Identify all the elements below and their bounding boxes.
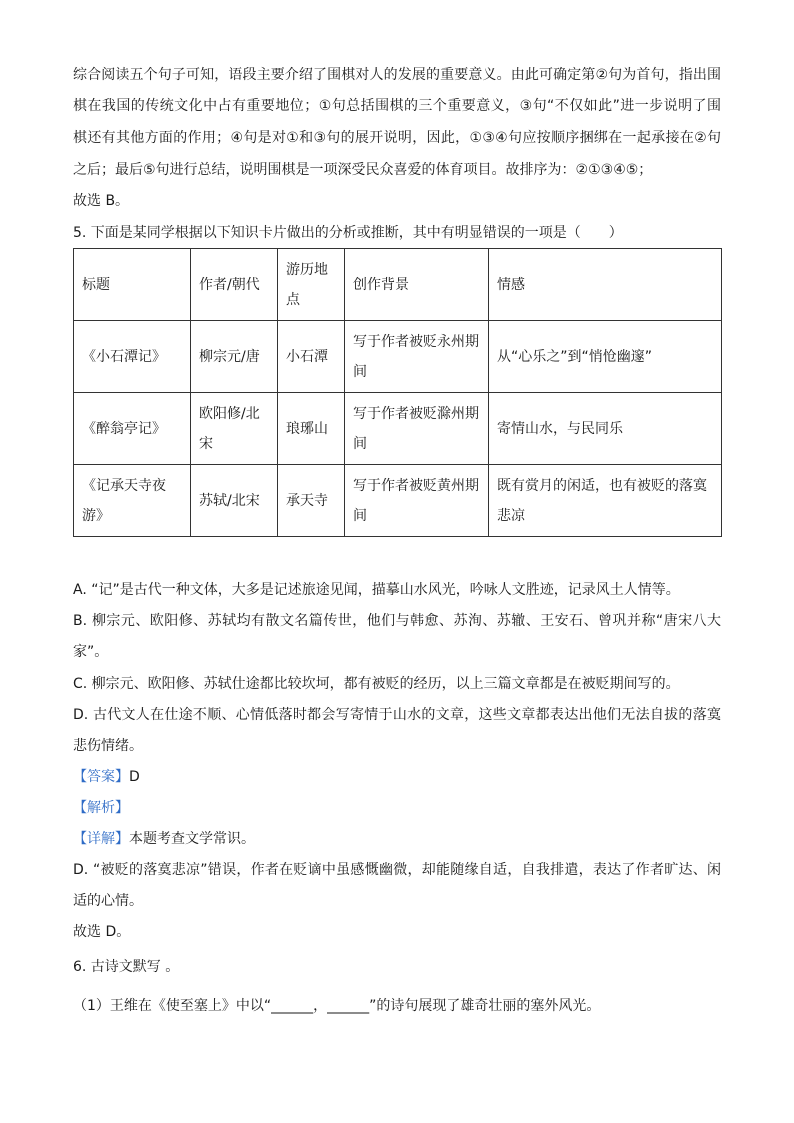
question-6-stem: 6. 古诗文默写 。 [73, 959, 180, 975]
cell-line: 既有赏月的闲适，也有被贬的落寞 [497, 477, 707, 494]
cell-line: 作者/朝代 [199, 276, 260, 293]
cell-line: 《醉翁亭记》 [82, 420, 166, 437]
cell-title [74, 393, 191, 465]
explanation-line: 适的心情。 [73, 893, 143, 909]
cell-line: 情感 [497, 276, 525, 293]
cell-line: 悲凉 [497, 507, 525, 524]
answer-value: D [129, 769, 140, 785]
cell-author [191, 321, 278, 393]
cell-emotion [489, 465, 722, 537]
cell-line: 写于作者被贬黄州期 [353, 477, 479, 494]
cell-author [191, 393, 278, 465]
header-emotion [489, 249, 722, 321]
analysis-line: 棋还有其他方面的作用；④句是对①和③句的展开说明，因此，①③④句应按顺序捆绑在一起承接在②句 [73, 130, 721, 146]
cell-line: 《小石潭记》 [82, 348, 166, 365]
table-row [74, 321, 722, 393]
cell-line: 寄情山水，与民同乐 [497, 420, 623, 437]
detail-label: 【详解】 [73, 831, 129, 847]
cell-title [74, 321, 191, 393]
analysis-heading [73, 798, 129, 818]
detail-text: 本题考查文学常识。 [129, 831, 255, 847]
option-d: D. 古代文人在仕途不顺、心情低落时都会写寄情于山水的文章，这些文章都表达出他们无法自拔的落寞 [73, 707, 721, 723]
cell-place [278, 393, 345, 465]
option-a: A. “记”是古代一种文体，大多是记述旅途见闻，描摹山水风光，吟咏人文胜迹，记录风土人情等。 [73, 582, 680, 598]
question-5-conclusion: 故选 D。 [73, 924, 131, 940]
header-author [191, 249, 278, 321]
header-background [345, 249, 489, 321]
cell-line: 写于作者被贬永州期 [353, 333, 479, 350]
cell-line: 宋 [199, 435, 213, 452]
table-header-row [74, 249, 722, 321]
cell-line: 标题 [82, 276, 110, 293]
analysis-line: 综合阅读五个句子可知，语段主要介绍了围棋对人的发展的重要意义。由此可确定第②句为首句，指出围 [73, 67, 721, 83]
cell-line: 柳宗元/唐 [199, 348, 260, 365]
cell-line: 点 [286, 291, 300, 308]
cell-line: 琅琊山 [286, 420, 328, 437]
analysis-line: 之后；最后⑤句进行总结，说明围棋是一项深受民众喜爱的体育项目。故排序为：②①③④⑤； [73, 162, 653, 178]
cell-line: 欧阳修/北 [199, 405, 260, 422]
cell-emotion [489, 393, 722, 465]
header-place [278, 249, 345, 321]
answer-line [73, 767, 140, 787]
cell-background [345, 393, 489, 465]
cell-place [278, 465, 345, 537]
cell-background [345, 465, 489, 537]
cell-line: 承天寺 [286, 492, 328, 509]
explanation-line: D. “被贬的落寞悲凉”错误，作者在贬谪中虽感慨幽微，却能随缘自适，自我排遣，表达了作者旷达、闲 [73, 862, 721, 878]
answer-label: 【答案】 [73, 769, 129, 785]
cell-line: 写于作者被贬滁州期 [353, 405, 479, 422]
cell-line: 间 [353, 507, 367, 524]
cell-line: 创作背景 [353, 276, 409, 293]
option-b-continued: 家”。 [73, 644, 109, 660]
option-b: B. 柳宗元、欧阳修、苏轼均有散文名篇传世，他们与韩愈、苏洵、苏辙、王安石、曾巩并称“唐宋八大 [73, 613, 721, 629]
analysis-line: 棋在我国的传统文化中占有重要地位；①句总括围棋的三个重要意义，③句“不仅如此”进一步说明了围 [73, 98, 721, 114]
knowledge-card-table [73, 248, 722, 537]
cell-line: 间 [353, 363, 367, 380]
previous-conclusion: 故选 B。 [73, 193, 130, 209]
option-d-continued: 悲伤情绪。 [73, 738, 143, 754]
cell-author [191, 465, 278, 537]
question-6-item-1: （1）王维在《使至塞上》中以“______，______”的诗句展现了雄奇壮丽的塞外风光。 [73, 998, 601, 1014]
cell-emotion [489, 321, 722, 393]
cell-line: 《记承天寺夜 [82, 477, 166, 494]
cell-background [345, 321, 489, 393]
cell-line: 游历地 [286, 261, 328, 278]
cell-line: 游》 [82, 507, 110, 524]
cell-line: 间 [353, 435, 367, 452]
cell-line: 从“心乐之”到“悄怆幽邃” [497, 348, 653, 365]
option-c: C. 柳宗元、欧阳修、苏轼仕途都比较坎坷，都有被贬的经历，以上三篇文章都是在被贬期间写的。 [73, 676, 680, 692]
cell-line: 苏轼/北宋 [199, 492, 260, 509]
cell-title [74, 465, 191, 537]
detail-line [73, 829, 255, 849]
header-title [74, 249, 191, 321]
cell-line: 小石潭 [286, 348, 328, 365]
cell-place [278, 321, 345, 393]
analysis-label: 【解析】 [73, 800, 129, 816]
question-5-stem: 5. 下面是某同学根据以下知识卡片做出的分析或推断，其中有明显错误的一项是（ ） [73, 225, 623, 241]
table-row [74, 393, 722, 465]
table-row [74, 465, 722, 537]
